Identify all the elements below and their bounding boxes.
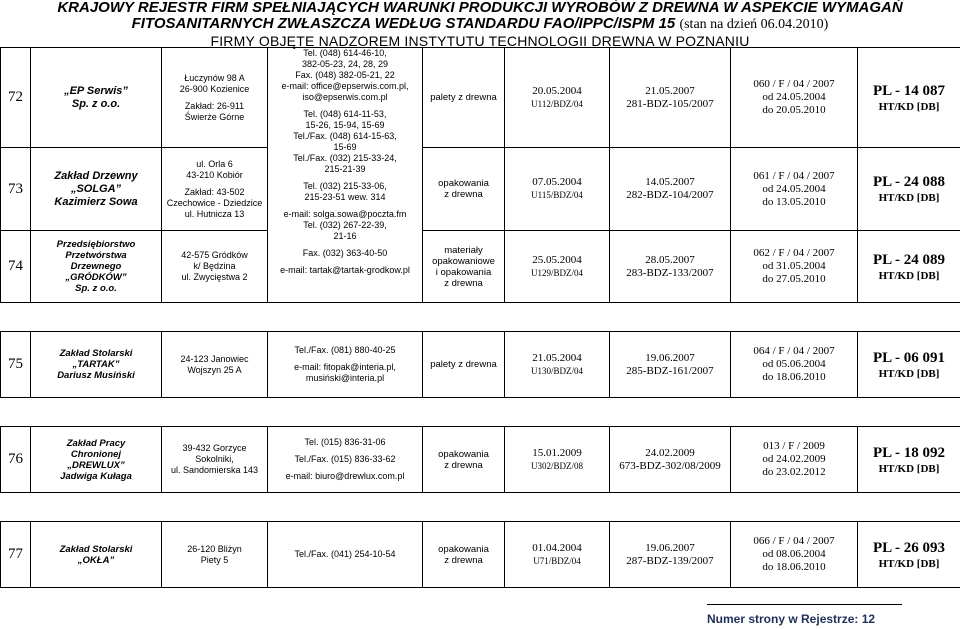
company-address: 39-432 Gorzyce Sokolniki, ul. Sandomierska 143 — [162, 427, 268, 493]
company-address: 26-120 Bliżyn Piety 5 — [162, 522, 268, 588]
table-row — [1, 231, 960, 303]
license: 061 / F / 04 / 2007 od 24.05.2004 do 13.05.2010 — [731, 148, 858, 231]
decision: 21.05.2007 281-BDZ-105/2007 — [610, 48, 731, 148]
table-row — [1, 48, 960, 148]
decision: 24.02.2009 673-BDZ-302/08/2009 — [610, 427, 731, 493]
company-address: 42-575 Gródków k/ Będzina ul. Zwycięstwa 2 — [162, 231, 268, 303]
row-separator — [1, 303, 960, 332]
marking-code: PL - 06 091 HT/KD [DB] — [858, 332, 960, 398]
table-row — [1, 148, 960, 231]
marking-code: PL - 14 087 HT/KD [DB] — [858, 48, 960, 148]
row-number: 73 — [1, 148, 31, 231]
footer-divider — [707, 604, 902, 605]
row-separator — [1, 398, 960, 427]
registration: 25.05.2004 U129/BDZ/04 — [505, 231, 610, 303]
company-name: „EP Serwis” Sp. z o.o. — [31, 48, 162, 148]
registration: 07.05.2004 U115/BDZ/04 — [505, 148, 610, 231]
product-type: opakowania z drewna — [423, 427, 505, 493]
page-number-label: Numer strony w Rejestrze: — [707, 612, 859, 626]
license: 060 / F / 04 / 2007 od 24.05.2004 do 20.05.2010 — [731, 48, 858, 148]
company-name: Zakład Stolarski „TARTAK” Dariusz Musiński — [31, 332, 162, 398]
decision: 19.06.2007 285-BDZ-161/2007 — [610, 332, 731, 398]
contact-info: Tel./Fax. (081) 880-40-25 e-mail: fitopak@interia.pl, musiński@interia.pl — [268, 332, 423, 398]
company-address: ul. Orla 6 43-210 Kobiór Zakład: 43-502 Czechowice - Dziedzice ul. Hutnicza 13 — [162, 148, 268, 231]
row-number: 76 — [1, 427, 31, 493]
row-number: 77 — [1, 522, 31, 588]
register-status-date: (stan na dzień 06.04.2010) — [679, 17, 829, 32]
company-name: Zakład Stolarski „OKŁA” — [31, 522, 162, 588]
marking-code: PL - 18 092 HT/KD [DB] — [858, 427, 960, 493]
company-name: Przedsiębiorstwo Przetwórstwa Drzewnego „GRÓDKÓW” Sp. z o.o. — [31, 231, 162, 303]
registration: 20.05.2004 U112/BDZ/04 — [505, 48, 610, 148]
company-address: Łuczynów 98 A 26-900 Kozienice Zakład: 26-911 Świerże Górne — [162, 48, 268, 148]
marking-code: PL - 26 093 HT/KD [DB] — [858, 522, 960, 588]
page-number-footer — [707, 612, 875, 626]
license: 066 / F / 04 / 2007 od 08.06.2004 do 18.06.2010 — [731, 522, 858, 588]
table-row — [1, 522, 960, 588]
license: 013 / F / 2009 od 24.02.2009 do 23.02.2012 — [731, 427, 858, 493]
company-name: Zakład Pracy Chronionej „DREWLUX” Jadwiga Kułaga — [31, 427, 162, 493]
decision: 14.05.2007 282-BDZ-104/2007 — [610, 148, 731, 231]
table-row — [1, 332, 960, 398]
register-title-line-2 — [0, 16, 960, 33]
registration: 21.05.2004 U130/BDZ/04 — [505, 332, 610, 398]
register-title-line-1: KRAJOWY REJESTR FIRM SPEŁNIAJĄCYCH WARUNKI PRODUKCJI WYROBÓW Z DREWNA W ASPEKCIE WYMAGAŃ — [57, 0, 903, 16]
row-number: 74 — [1, 231, 31, 303]
decision: 19.06.2007 287-BDZ-139/2007 — [610, 522, 731, 588]
company-address: 24-123 Janowiec Wojszyn 25 A — [162, 332, 268, 398]
row-number: 75 — [1, 332, 31, 398]
decision: 28.05.2007 283-BDZ-133/2007 — [610, 231, 731, 303]
contact-info: Tel./Fax. (041) 254-10-54 — [268, 522, 423, 588]
product-type: palety z drewna — [423, 48, 505, 148]
table-row — [1, 427, 960, 493]
contact-info: Tel. (015) 836-31-06 Tel./Fax. (015) 836-33-62 e-mail: biuro@drewlux.com.pl — [268, 427, 423, 493]
row-separator — [1, 493, 960, 522]
row-number: 72 — [1, 48, 31, 148]
product-type: opakowania z drewna — [423, 522, 505, 588]
page-number: 12 — [861, 612, 876, 626]
marking-code: PL - 24 089 HT/KD [DB] — [858, 231, 960, 303]
marking-code: PL - 24 088 HT/KD [DB] — [858, 148, 960, 231]
registration: 15.01.2009 U302/BDZ/08 — [505, 427, 610, 493]
product-type: materiały opakowaniowe i opakowania z drewna — [423, 231, 505, 303]
license: 062 / F / 04 / 2007 od 31.05.2004 do 27.05.2010 — [731, 231, 858, 303]
product-type: palety z drewna — [423, 332, 505, 398]
register-subtitle: FIRMY OBJĘTE NADZOREM INSTYTUTU TECHNOLOGII DREWNA W POZNANIU — [210, 33, 750, 49]
license: 064 / F / 04 / 2007 od 05.06.2004 do 18.06.2010 — [731, 332, 858, 398]
register-title-line-2-text: FITOSANITARNYCH ZWŁASZCZA WEDŁUG STANDARDU FAO/IPPC/ISPM 15 — [131, 15, 676, 32]
company-name: Zakład Drzewny „SOLGA” Kazimierz Sowa — [31, 148, 162, 231]
contact-info: Tel. (048) 614-46-10, 382-05-23, 24, 28, 29 Fax. (048) 382-05-21, 22 e-mail: office@epserwis.com.pl, iso@epserwis.com.pl Tel. (048) 614-11-53, 15-26, 15-94, 15-69 Tel./Fax. (048) 614-15-63, 15-69 Tel./Fax. (032) 215-33-24, 215-21-39 Tel. (032) 215-33-06, 215-23-51 wew. 314 e-mail: solga.sowa@poczta.fm Tel. (032) 267-22-39, 21-16 Fax. (032) 363-40-50 e-mail: tartak@tartak-grodkow.pl — [268, 48, 423, 303]
registration: 01.04.2004 U71/BDZ/04 — [505, 522, 610, 588]
register-table — [0, 47, 960, 588]
product-type: opakowania z drewna — [423, 148, 505, 231]
